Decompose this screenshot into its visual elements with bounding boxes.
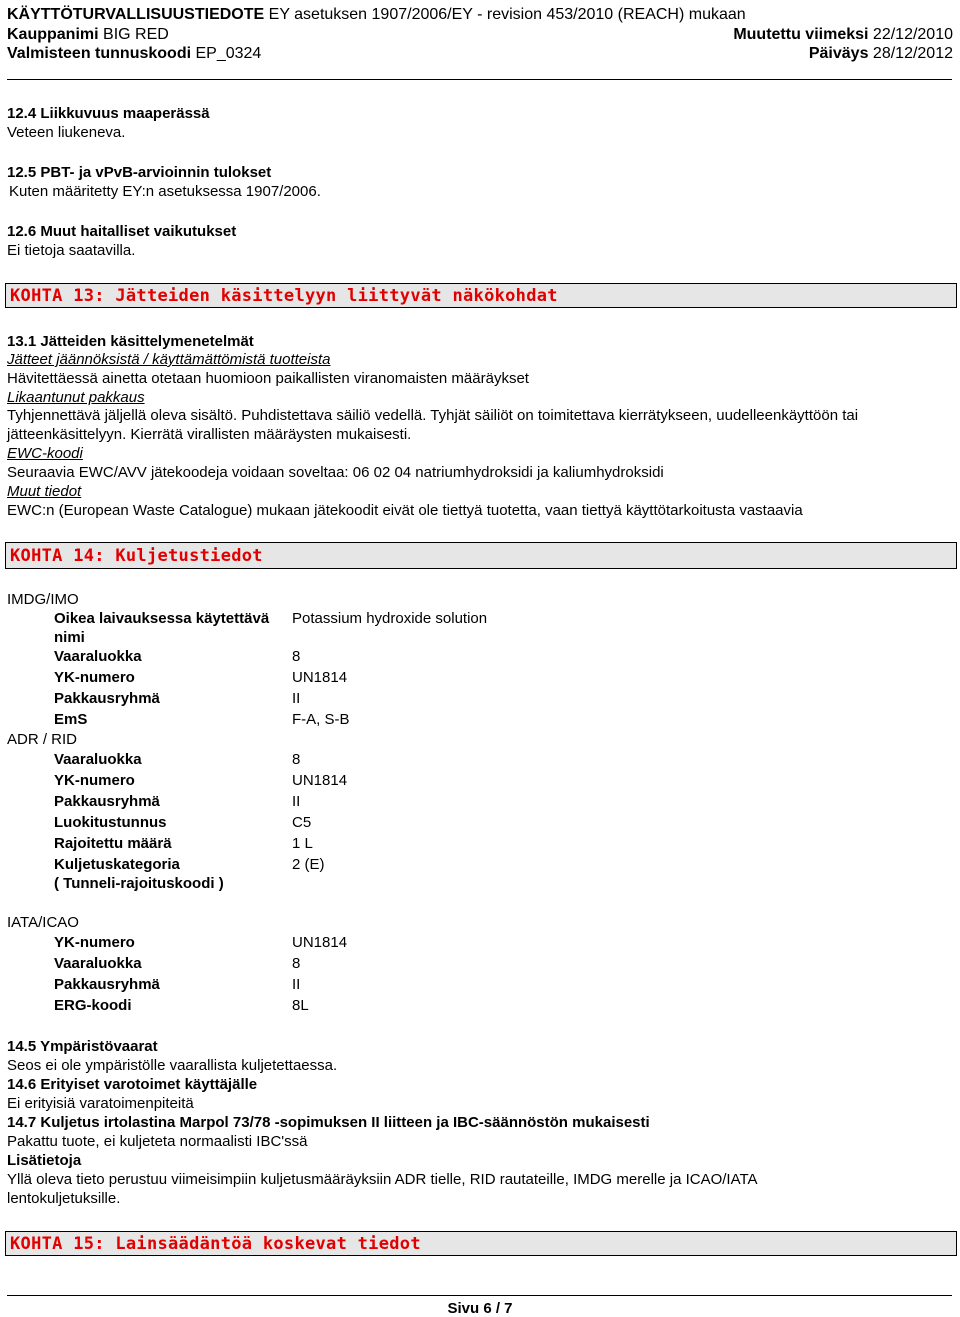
footer-divider: [7, 1295, 952, 1296]
section-13-title: KOHTA 13: Jätteiden käsittelyyn liittyvät näkökohdat: [10, 286, 558, 306]
adr-pg-label: Pakkausryhmä: [54, 793, 160, 810]
imdg-pg-value: II: [292, 690, 301, 707]
product-name-line: Kauppanimi BIG RED: [7, 26, 169, 43]
heading-14-6: 14.6 Erityiset varotoimet käyttäjälle: [7, 1076, 258, 1093]
product-code-line: Valmisteen tunnuskoodi EP_0324: [7, 45, 262, 62]
imdg-ems-label: EmS: [54, 711, 88, 728]
subheading-unused-products: Jätteet jäännöksistä / käyttämättömistä tuotteista: [7, 351, 331, 368]
adr-code-label: Luokitustunnus: [54, 814, 167, 831]
adr-code-value: C5: [292, 814, 312, 831]
heading-12-5: 12.5 PBT- ja vPvB-arvioinnin tulokset: [7, 164, 272, 181]
adr-un-value: UN1814: [292, 772, 348, 789]
text-additional-info: Yllä oleva tieto perustuu viimeisimpiin kuljetusmääräyksiin ADR tielle, RID rautateille, IMDG merelle ja ICAO/IATA lentokuljetuksille.: [7, 1171, 757, 1207]
adr-pg-value: II: [292, 793, 301, 810]
text-12-6: Ei tietoja saatavilla.: [7, 242, 136, 259]
heading-12-6: 12.6 Muut haitalliset vaikutukset: [7, 223, 237, 240]
text-12-5: Kuten määritetty EY:n asetuksessa 1907/2006.: [9, 183, 321, 200]
adr-tunnel-label: ( Tunneli-rajoituskoodi ): [54, 875, 224, 892]
iata-class-label: Vaaraluokka: [54, 955, 142, 972]
text-unused-products: Hävitettäessä ainetta otetaan huomioon paikallisten viranomaisten määräykset: [7, 370, 529, 387]
imdg-name-value: Potassium hydroxide solution: [292, 610, 488, 627]
header-divider: [7, 79, 952, 80]
imdg-ems-value: F-A, S-B: [292, 711, 350, 728]
text-contaminated-packaging: Tyhjennettävä jäljellä oleva sisältö. Puhdistettava säiliö vedellä. Tyhjät säiliöt on toimitettava kierrätykseen, uudelleenkäyttöön tai jätteenkäsittelyyn. Kierrätä virallisten määräysten mukaisesti.: [7, 407, 859, 443]
iata-erg-value: 8L: [292, 997, 309, 1014]
imdg-pg-label: Pakkausryhmä: [54, 690, 160, 707]
adr-lq-value: 1 L: [292, 835, 313, 852]
adr-class-label: Vaaraluokka: [54, 751, 142, 768]
section-15-header: [5, 1231, 957, 1256]
imdg-name-label: Oikea laivauksessa käytettävä: [54, 610, 270, 627]
iata-pg-value: II: [292, 976, 301, 993]
imdg-un-label: YK-numero: [54, 669, 135, 686]
imdg-heading: IMDG/IMO: [7, 591, 79, 608]
subheading-ewc-code: EWC-koodi: [7, 445, 83, 462]
iata-pg-label: Pakkausryhmä: [54, 976, 160, 993]
imdg-name-label-cont: nimi: [54, 629, 85, 646]
text-other-info: EWC:n (European Waste Catalogue) mukaan jätekoodit eivät ole tiettyä tuotetta, vaan tiettyä käyttötarkoitusta vastaavia: [7, 502, 803, 519]
text-14-7: Pakattu tuote, ei kuljeteta normaalisti IBC'ssä: [7, 1133, 308, 1150]
imdg-class-label: Vaaraluokka: [54, 648, 142, 665]
section-14-header: [5, 542, 957, 569]
subheading-other-info: Muut tiedot: [7, 483, 82, 500]
text-12-4: Veteen liukeneva.: [7, 124, 126, 141]
adr-un-label: YK-numero: [54, 772, 135, 789]
text-14-5: Seos ei ole ympäristölle vaarallista kuljetettaessa.: [7, 1057, 338, 1074]
imdg-un-value: UN1814: [292, 669, 348, 686]
heading-14-5: 14.5 Ympäristövaarat: [7, 1038, 158, 1055]
adr-category-value: 2 (E): [292, 856, 325, 873]
iata-class-value: 8: [292, 955, 301, 972]
heading-13-1: 13.1 Jätteiden käsittelymenetelmät: [7, 333, 254, 350]
document-title: KÄYTTÖTURVALLISUUSTIEDOTE EY asetuksen 1907/2006/EY - revision 453/2010 (REACH) mukaan: [7, 6, 746, 23]
heading-14-7: 14.7 Kuljetus irtolastina Marpol 73/78 -sopimuksen II liitteen ja IBC-säännöstön mukaisesti: [7, 1114, 650, 1131]
section-15-title: KOHTA 15: Lainsäädäntöä koskevat tiedot: [10, 1234, 421, 1254]
page-number: Sivu 6 / 7: [447, 1300, 513, 1317]
adr-category-label: Kuljetuskategoria: [54, 856, 180, 873]
adr-heading: ADR / RID: [7, 731, 78, 748]
iata-un-label: YK-numero: [54, 934, 135, 951]
adr-lq-label: Rajoitettu määrä: [54, 835, 172, 852]
section-14-title: KOHTA 14: Kuljetustiedot: [10, 546, 263, 566]
text-ewc-code: Seuraavia EWC/AVV jätekoodeja voidaan soveltaa: 06 02 04 natriumhydroksidi ja kaliumhydroksidi: [7, 464, 664, 481]
heading-12-4: 12.4 Liikkuvuus maaperässä: [7, 105, 210, 122]
iata-heading: IATA/ICAO: [7, 914, 79, 931]
adr-class-value: 8: [292, 751, 301, 768]
heading-additional-info: Lisätietoja: [7, 1152, 82, 1169]
modified-date-line: Muutettu viimeksi 22/12/2010: [733, 26, 953, 43]
issue-date-line: Päiväys 28/12/2012: [808, 45, 953, 62]
text-14-6: Ei erityisiä varatoimenpiteitä: [7, 1095, 194, 1112]
imdg-class-value: 8: [292, 648, 301, 665]
iata-erg-label: ERG-koodi: [54, 997, 132, 1014]
section-13-header: [5, 283, 957, 308]
iata-un-value: UN1814: [292, 934, 348, 951]
subheading-contaminated-packaging: Likaantunut pakkaus: [7, 389, 145, 406]
